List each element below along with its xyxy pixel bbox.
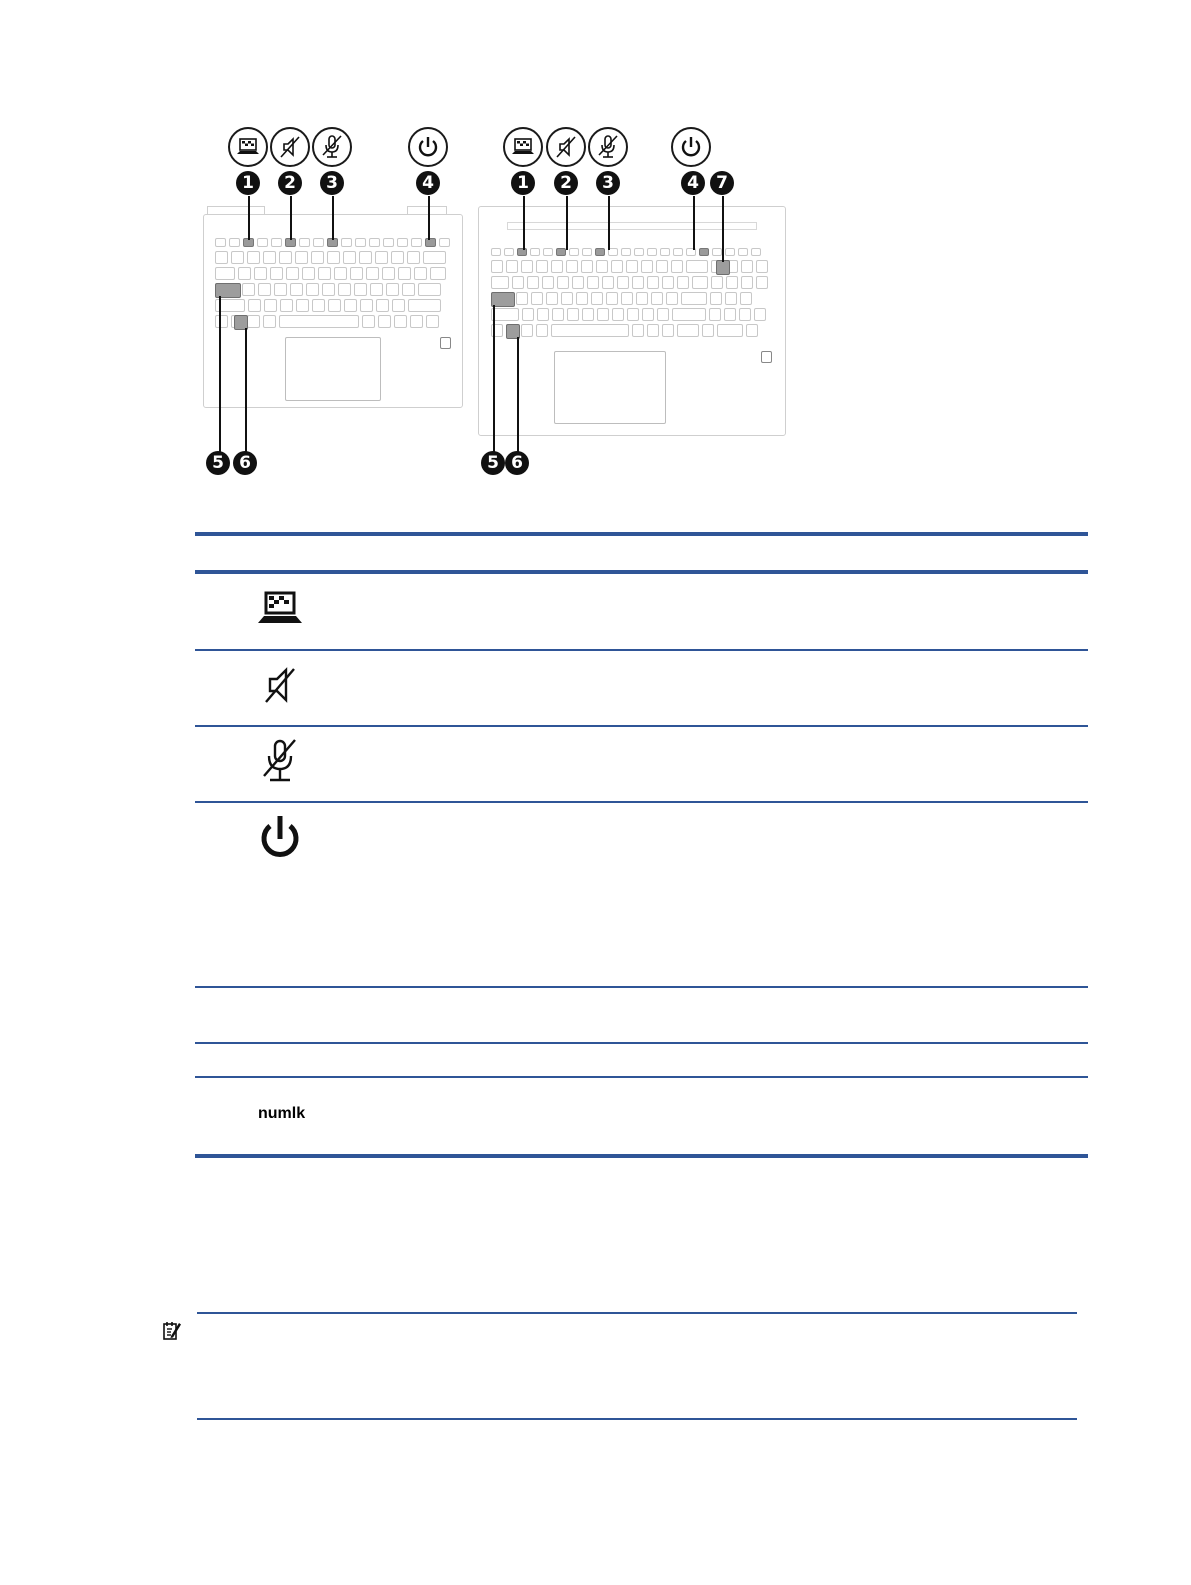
leader-line: [219, 296, 221, 452]
callout-number: 3: [596, 171, 620, 195]
keyboard-row: [491, 292, 752, 305]
speaker-mute-icon: [270, 127, 310, 167]
table-row-divider: [195, 986, 1088, 988]
table-row-divider: [195, 1076, 1088, 1078]
screen-privacy-icon: [228, 127, 268, 167]
speaker-mute-icon: [546, 127, 586, 167]
leader-line: [428, 196, 430, 240]
keyboard-row: [215, 283, 441, 296]
power-icon: [671, 127, 711, 167]
touchpad-right: [554, 351, 666, 424]
leader-line: [245, 328, 247, 452]
keyboard-row: [491, 248, 761, 256]
callout-number: 5: [206, 451, 230, 475]
callout-number: 5: [481, 451, 505, 475]
table-row-divider: [195, 725, 1088, 727]
power-icon: [250, 812, 310, 866]
leader-line: [290, 196, 292, 240]
speaker-mute-icon: [250, 664, 310, 706]
caps-lock-key-highlight: [491, 292, 515, 307]
callout-number: 3: [320, 171, 344, 195]
callout-number: 2: [554, 171, 578, 195]
callout-number: 2: [278, 171, 302, 195]
leader-line: [517, 337, 519, 452]
callout-number: 1: [511, 171, 535, 195]
microphone-mute-icon: [588, 127, 628, 167]
keyboard-lights-figure: [195, 118, 795, 480]
leader-line: [523, 196, 525, 250]
table-row-divider: [195, 649, 1088, 651]
table-row-divider: [195, 1042, 1088, 1044]
callout-number: 4: [681, 171, 705, 195]
table-top-rule: [195, 532, 1088, 536]
screen-privacy-icon: [250, 588, 310, 628]
keyboard-row: [491, 308, 766, 321]
callout-number: 6: [233, 451, 257, 475]
microphone-mute-icon: [312, 127, 352, 167]
keyboard-row: [215, 251, 446, 264]
leader-line: [248, 196, 250, 240]
callout-number: 1: [236, 171, 260, 195]
fingerprint-reader-right: [761, 351, 772, 363]
callout-number: 7: [710, 171, 734, 195]
fingerprint-reader-left: [440, 337, 451, 349]
table-row-divider: [195, 801, 1088, 803]
touchpad-left: [285, 337, 381, 401]
power-icon: [408, 127, 448, 167]
leader-line: [608, 196, 610, 250]
screen-privacy-icon: [503, 127, 543, 167]
important-note-icon: [162, 1320, 182, 1342]
keyboard-row: [215, 299, 441, 312]
leader-line: [722, 196, 724, 262]
keyboard-row: [215, 267, 446, 280]
keyboard-row: [491, 276, 768, 289]
table-header-rule: [195, 570, 1088, 574]
note-bottom-rule: [197, 1418, 1077, 1420]
keyboard-row: [491, 324, 758, 337]
leader-line: [693, 196, 695, 250]
keyboard-row: [215, 315, 439, 328]
leader-line: [332, 196, 334, 240]
callout-number: 4: [416, 171, 440, 195]
leader-line: [566, 196, 568, 250]
num-lock-key-highlight: [716, 260, 730, 275]
note-top-rule: [197, 1312, 1077, 1314]
microphone-mute-icon: [250, 735, 310, 787]
num-lock-label: numlk: [258, 1105, 306, 1122]
callout-number: 6: [505, 451, 529, 475]
hinge-right-laptop: [507, 222, 757, 230]
leader-line: [493, 305, 495, 452]
table-bottom-rule: [195, 1154, 1088, 1158]
